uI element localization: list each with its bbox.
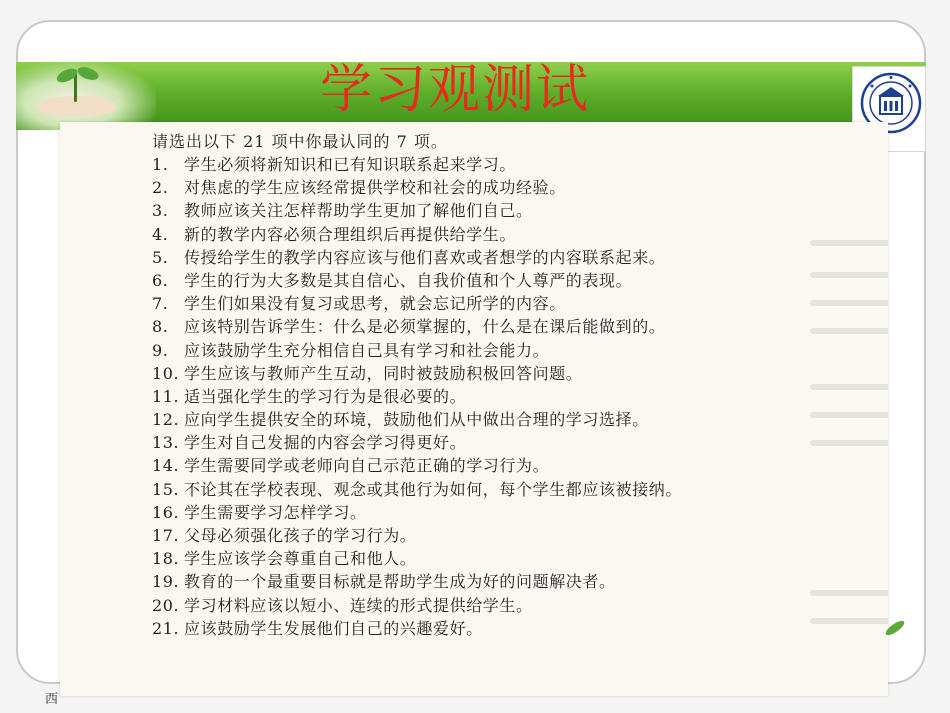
list-item (152, 246, 872, 269)
list-item (152, 269, 872, 292)
list-item (152, 153, 872, 176)
statement-list (152, 153, 872, 640)
list-item (152, 524, 872, 547)
item-text: 学生们如果没有复习或思考，就会忘记所学的内容。 (184, 294, 566, 314)
list-item (152, 454, 872, 477)
list-item (152, 292, 872, 315)
item-number: 5. (152, 247, 169, 267)
item-number: 11. (152, 386, 180, 406)
list-item (152, 570, 872, 593)
item-number: 19. (152, 572, 180, 592)
item-number: 12. (152, 410, 180, 430)
item-number: 8. (152, 317, 169, 337)
item-number: 15. (152, 479, 180, 499)
item-text: 学生必须将新知识和已有知识联系起来学习。 (184, 155, 517, 174)
list-item (152, 594, 872, 617)
item-text: 学生对自己发掘的内容会学习得更好。 (184, 433, 467, 453)
item-text: 学生的行为大多数是其自信心、自我价值和个人尊严的表现。 (184, 270, 633, 290)
list-item (152, 478, 872, 501)
item-text: 传授给学生的教学内容应该与他们喜欢或者想学的内容联系起来。 (184, 247, 666, 267)
list-item (152, 339, 872, 362)
document-text (152, 130, 872, 640)
item-number: 6. (152, 270, 169, 290)
list-item (152, 501, 872, 524)
item-number: 16. (152, 502, 180, 522)
item-text: 学生需要同学或老师向自己示范正确的学习行为。 (184, 456, 550, 476)
item-text: 应向学生提供安全的环境，鼓励他们从中做出合理的学习选择。 (184, 410, 649, 430)
item-text: 应该鼓励学生充分相信自己具有学习和社会能力。 (184, 340, 550, 360)
list-item (152, 431, 872, 454)
item-number: 14. (152, 456, 180, 476)
item-number: 10. (152, 363, 180, 383)
item-text: 应该特别告诉学生：什么是必须掌握的，什么是在课后能做到的。 (184, 317, 666, 337)
item-number: 3. (152, 201, 169, 221)
item-number: 9. (152, 340, 169, 360)
item-text: 不论其在学校表现、观念或其他行为如何，每个学生都应该被接纳。 (184, 479, 683, 499)
hand-graphic (38, 96, 116, 116)
item-text: 父母必须强化孩子的学习行为。 (184, 526, 417, 545)
item-number: 7. (152, 294, 169, 314)
list-item (152, 176, 872, 199)
item-number: 20. (152, 595, 180, 615)
item-text: 学习材料应该以短小、连续的形式提供给学生。 (184, 595, 533, 615)
list-item (152, 408, 872, 431)
item-text: 适当强化学生的学习行为是很必要的。 (184, 386, 467, 406)
item-number: 2. (152, 178, 169, 198)
list-item (152, 199, 872, 222)
item-text: 学生应该与教师产生互动，同时被鼓励积极回答问题。 (184, 363, 583, 383)
item-text: 新的教学内容必须合理组织后再提供给学生。 (184, 224, 517, 244)
item-number: 13. (152, 433, 180, 453)
list-item (152, 617, 872, 640)
item-text: 对焦虑的学生应该经常提供学校和社会的成功经验。 (184, 178, 566, 198)
item-number: 1. (152, 155, 169, 174)
list-item (152, 223, 872, 246)
item-number: 21. (152, 618, 180, 638)
item-text: 教师应该关注怎样帮助学生更加了解他们自己。 (184, 201, 533, 221)
item-number: 17. (152, 526, 180, 545)
instruction-text: 请选出以下 21 项中你最认同的 7 项。 (152, 132, 448, 151)
list-item (152, 362, 872, 385)
item-text: 教育的一个最重要目标就是帮助学生成为好的问题解决者。 (184, 572, 616, 592)
item-text: 学生应该学会尊重自己和他人。 (184, 549, 417, 569)
document-scan (60, 122, 888, 696)
list-item (152, 315, 872, 338)
slide-title: 学习观测试 (319, 60, 590, 120)
item-text: 应该鼓励学生发展他们自己的兴趣爱好。 (184, 618, 483, 638)
item-text: 学生需要学习怎样学习。 (184, 502, 367, 522)
footer-text: 西 (45, 692, 59, 707)
list-item (152, 547, 872, 570)
item-number: 4. (152, 224, 169, 244)
list-item (152, 385, 872, 408)
item-number: 18. (152, 549, 180, 569)
